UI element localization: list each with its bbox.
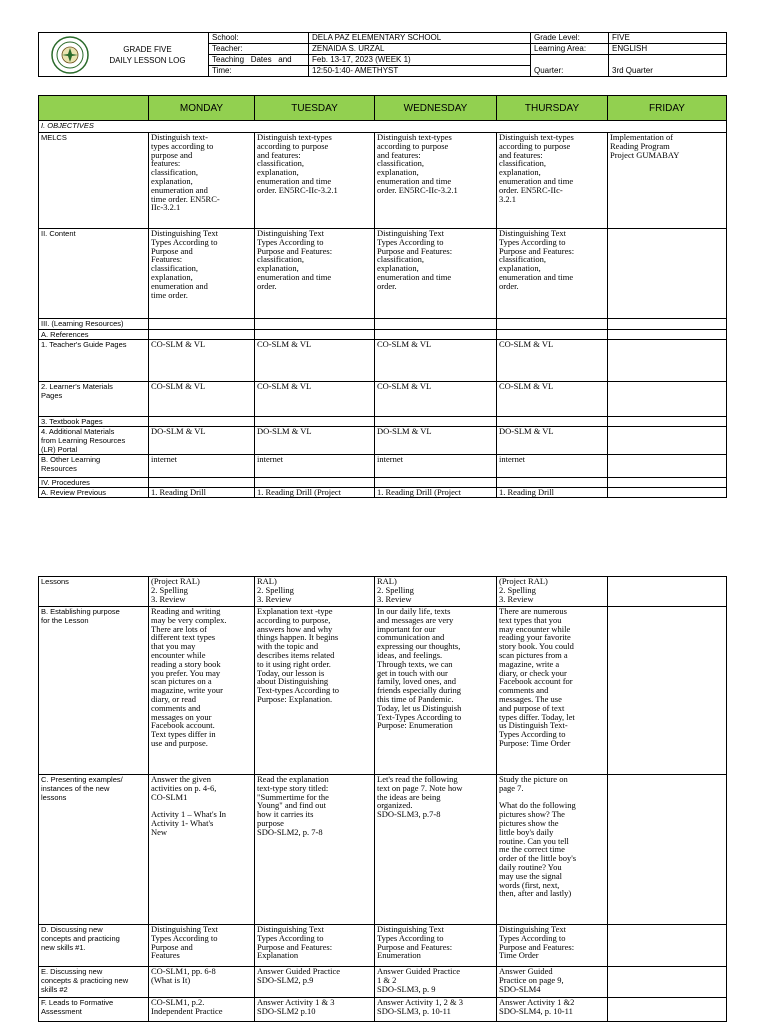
- cell-tuesday: Distinguishing Text Types According to Purpose and Features: Explanation: [255, 925, 375, 967]
- cell-thursday: 1. Reading Drill: [497, 488, 608, 498]
- cell-friday: [608, 577, 727, 607]
- lesson-log-page-2: [38, 576, 726, 1022]
- cell-friday: [608, 382, 727, 417]
- cell-wednesday: CO-SLM & VL: [375, 382, 497, 417]
- day-thursday: THURSDAY: [497, 96, 608, 121]
- cell-wednesday: [375, 417, 497, 427]
- table-row: [39, 133, 727, 229]
- row-label: Lessons: [39, 577, 149, 607]
- row-label: A. References: [39, 330, 149, 340]
- day-friday: FRIDAY: [608, 96, 727, 121]
- table-row: [39, 925, 727, 967]
- cell-wednesday: Answer Guided Practice 1 & 2 SDO-SLM3, p. 9: [375, 967, 497, 998]
- cell-monday: Distinguishing Text Types According to Purpose and Features: [149, 925, 255, 967]
- cell-tuesday: [255, 330, 375, 340]
- cell-friday: [608, 330, 727, 340]
- cell-tuesday: RAL) 2. Spelling 3. Review: [255, 577, 375, 607]
- cell-tuesday: [255, 417, 375, 427]
- school-label: School:: [209, 33, 309, 44]
- learning-area-value: ENGLISH: [609, 44, 727, 55]
- cell-wednesday: [375, 319, 497, 330]
- cell-wednesday: CO-SLM & VL: [375, 340, 497, 382]
- cell-monday: CO-SLM1, p.2. Independent Practice: [149, 998, 255, 1022]
- cell-thursday: Answer Guided Practice on page 9, SDO-SLM4: [497, 967, 608, 998]
- cell-friday: [608, 229, 727, 319]
- cell-thursday: [497, 319, 608, 330]
- table-row: [39, 340, 727, 382]
- cell-wednesday: Distinguishing Text Types According to Purpose and Features: Enumeration: [375, 925, 497, 967]
- objectives-section-header: I. OBJECTIVES: [39, 121, 727, 133]
- cell-tuesday: Explanation text -type according to purpose, answers how and why things happen. It begins with the topic and describes items related to it using right order. Today, our lesson is about Distinguishing Text-types According to Purpose: Explanation.: [255, 607, 375, 775]
- table-row: [39, 330, 727, 340]
- cell-thursday: Answer Activity 1 &2 SDO-SLM4, p. 10-11: [497, 998, 608, 1022]
- log-title: DAILY LESSON LOG: [109, 55, 186, 65]
- table-row: [39, 319, 727, 330]
- cell-thursday: CO-SLM & VL: [497, 382, 608, 417]
- table-row: [39, 488, 727, 498]
- cell-wednesday: In our daily life, texts and messages are very important for our communication and expressing our thoughts, ideas, and feelings. Through texts, we can get in touch with our family, loved ones, and friends especially during this time of Pandemic. Today, let us Distinguish Text-Types According to Purpose: Enumeration: [375, 607, 497, 775]
- quarter-label: Quarter:: [531, 55, 609, 77]
- cell-friday: [608, 775, 727, 925]
- cell-monday: (Project RAL) 2. Spelling 3. Review: [149, 577, 255, 607]
- header-table: [38, 32, 727, 77]
- cell-monday: Distinguishing Text Types According to Purpose and Features: classification, explanation, enumeration and time order.: [149, 229, 255, 319]
- row-label: 4. Additional Materials from Learning Resources (LR) Portal: [39, 427, 149, 455]
- table-row: [39, 607, 727, 775]
- cell-friday: [608, 607, 727, 775]
- cell-thursday: [497, 478, 608, 488]
- cell-wednesday: [375, 330, 497, 340]
- cell-wednesday: DO-SLM & VL: [375, 427, 497, 455]
- cell-wednesday: RAL) 2. Spelling 3. Review: [375, 577, 497, 607]
- lesson-log-page-1: [38, 32, 726, 498]
- row-label: B. Establishing purpose for the Lesson: [39, 607, 149, 775]
- time-label: Time:: [209, 66, 309, 77]
- cell-wednesday: Distinguishing Text Types According to Purpose and Features: classification, explanation, enumeration and time order.: [375, 229, 497, 319]
- cell-monday: CO-SLM & VL: [149, 382, 255, 417]
- cell-monday: [149, 417, 255, 427]
- row-label: 1. Teacher's Guide Pages: [39, 340, 149, 382]
- teaching-dates-label: Teaching Dates and: [209, 55, 309, 66]
- cell-friday: [608, 998, 727, 1022]
- cell-tuesday: CO-SLM & VL: [255, 340, 375, 382]
- deped-seal-icon: [50, 35, 90, 75]
- cell-friday: [608, 340, 727, 382]
- cell-friday: [608, 319, 727, 330]
- row-label: C. Presenting examples/ instances of the new lessons: [39, 775, 149, 925]
- grade-level-value: FIVE: [609, 33, 727, 44]
- table-row: [39, 427, 727, 455]
- cell-thursday: DO-SLM & VL: [497, 427, 608, 455]
- cell-wednesday: [375, 478, 497, 488]
- table-row: [39, 998, 727, 1022]
- corner-cell: [39, 96, 149, 121]
- lesson-table-1: [38, 95, 727, 498]
- cell-friday: [608, 967, 727, 998]
- row-label: D. Discussing new concepts and practicing new skills #1.: [39, 925, 149, 967]
- cell-thursday: [497, 330, 608, 340]
- cell-thursday: internet: [497, 455, 608, 478]
- teaching-dates-value: Feb. 13-17, 2023 (WEEK 1): [309, 55, 531, 66]
- cell-tuesday: [255, 319, 375, 330]
- cell-tuesday: CO-SLM & VL: [255, 382, 375, 417]
- table-row: [39, 577, 727, 607]
- row-label: F. Leads to Formative Assessment: [39, 998, 149, 1022]
- cell-tuesday: Read the explanation text-type story titled: "Summertime for the Young" and find out how it carries its purpose SDO-SLM2, p. 7-8: [255, 775, 375, 925]
- school-logo-cell: [39, 33, 209, 77]
- cell-thursday: Distinguishing Text Types According to Purpose and Features: Time Order: [497, 925, 608, 967]
- cell-monday: Distinguish text- types according to purpose and features: classification, explanation, enumeration and time order. EN5RC- IIc-3.2.1: [149, 133, 255, 229]
- row-label: 2. Learner's Materials Pages: [39, 382, 149, 417]
- quarter-value: 3rd Quarter: [609, 55, 727, 77]
- table-row: [39, 455, 727, 478]
- cell-monday: DO-SLM & VL: [149, 427, 255, 455]
- cell-wednesday: internet: [375, 455, 497, 478]
- row-label: II. Content: [39, 229, 149, 319]
- table-row: [39, 967, 727, 998]
- row-label: III. (Learning Resources): [39, 319, 149, 330]
- table-row: [39, 229, 727, 319]
- cell-monday: Reading and writing may be very complex. There are lots of different text types that you may encounter while reading a story book you prefer. You may scan pictures on a magazine, write your diary, or read comments and messages on your Facebook account. Text types differ in use and purpose.: [149, 607, 255, 775]
- cell-thursday: There are numerous text types that you may encounter while reading your favorite story book. You could scan pictures from a magazine, write a diary, or check your Facebook account for comments and messages. The use and purpose of text types differ. Today, let us Distinguish Text- Types According to Purpose: Time Order: [497, 607, 608, 775]
- day-tuesday: TUESDAY: [255, 96, 375, 121]
- table-row: [39, 417, 727, 427]
- cell-monday: Answer the given activities on p. 4-6, CO-SLM1 Activity 1 – What's In Activity 1- What's New: [149, 775, 255, 925]
- cell-tuesday: Distinguish text-types according to purpose and features: classification, explanation, enumeration and time order. EN5RC-IIc-3.2.1: [255, 133, 375, 229]
- learning-area-label: Learning Area:: [531, 44, 609, 55]
- table-row: [39, 478, 727, 488]
- cell-thursday: (Project RAL) 2. Spelling 3. Review: [497, 577, 608, 607]
- cell-tuesday: internet: [255, 455, 375, 478]
- cell-tuesday: [255, 478, 375, 488]
- row-label: IV. Procedures: [39, 478, 149, 488]
- cell-monday: [149, 330, 255, 340]
- grade-title: GRADE FIVE: [123, 44, 172, 54]
- time-value: 12:50-1:40- AMETHYST: [309, 66, 531, 77]
- cell-wednesday: Let's read the following text on page 7. Note how the ideas are being organized. SDO-SLM3, p.7-8: [375, 775, 497, 925]
- lesson-table-2: [38, 576, 727, 1022]
- row-label: A. Review Previous: [39, 488, 149, 498]
- cell-monday: [149, 478, 255, 488]
- cell-tuesday: DO-SLM & VL: [255, 427, 375, 455]
- teacher-value: ZENAIDA S. URZAL: [309, 44, 531, 55]
- cell-thursday: Distinguishing Text Types According to Purpose and Features: classification, explanation, enumeration and time order.: [497, 229, 608, 319]
- cell-friday: [608, 478, 727, 488]
- cell-wednesday: 1. Reading Drill (Project: [375, 488, 497, 498]
- row-label: B. Other Learning Resources: [39, 455, 149, 478]
- cell-thursday: Distinguish text-types according to purpose and features: classification, explanation, enumeration and time order. EN5RC-IIc- 3.2.1: [497, 133, 608, 229]
- cell-tuesday: Distinguishing Text Types According to Purpose and Features: classification, explanation, enumeration and time order.: [255, 229, 375, 319]
- cell-tuesday: 1. Reading Drill (Project: [255, 488, 375, 498]
- cell-friday: [608, 488, 727, 498]
- school-value: DELA PAZ ELEMENTARY SCHOOL: [309, 33, 531, 44]
- day-monday: MONDAY: [149, 96, 255, 121]
- cell-friday: [608, 417, 727, 427]
- day-wednesday: WEDNESDAY: [375, 96, 497, 121]
- cell-monday: [149, 319, 255, 330]
- cell-thursday: Study the picture on page 7. What do the following pictures show? The pictures show the little boy's daily routine. Can you tell me the correct time order of the little boy's daily routine? You may use the signal words (first, next, then, after and lastly): [497, 775, 608, 925]
- cell-friday: [608, 427, 727, 455]
- cell-friday: [608, 455, 727, 478]
- row-label: 3. Textbook Pages: [39, 417, 149, 427]
- table-row: [39, 775, 727, 925]
- cell-thursday: [497, 417, 608, 427]
- cell-tuesday: Answer Guided Practice SDO-SLM2, p.9: [255, 967, 375, 998]
- cell-monday: 1. Reading Drill: [149, 488, 255, 498]
- table-row: [39, 382, 727, 417]
- teacher-label: Teacher:: [209, 44, 309, 55]
- row-label: MELCS: [39, 133, 149, 229]
- cell-tuesday: Answer Activity 1 & 3 SDO-SLM2 p.10: [255, 998, 375, 1022]
- cell-monday: CO-SLM & VL: [149, 340, 255, 382]
- cell-monday: CO-SLM1, pp. 6-8 (What is It): [149, 967, 255, 998]
- cell-monday: internet: [149, 455, 255, 478]
- cell-wednesday: Answer Activity 1, 2 & 3 SDO-SLM3, p. 10-11: [375, 998, 497, 1022]
- cell-thursday: CO-SLM & VL: [497, 340, 608, 382]
- grade-level-label: Grade Level:: [531, 33, 609, 44]
- row-label: E. Discussing new concepts & practicing new skills #2: [39, 967, 149, 998]
- cell-friday: [608, 925, 727, 967]
- cell-friday: Implementation of Reading Program Project GUMABAY: [608, 133, 727, 229]
- cell-wednesday: Distinguish text-types according to purpose and features: classification, explanation, enumeration and time order. EN5RC-IIc-3.2.1: [375, 133, 497, 229]
